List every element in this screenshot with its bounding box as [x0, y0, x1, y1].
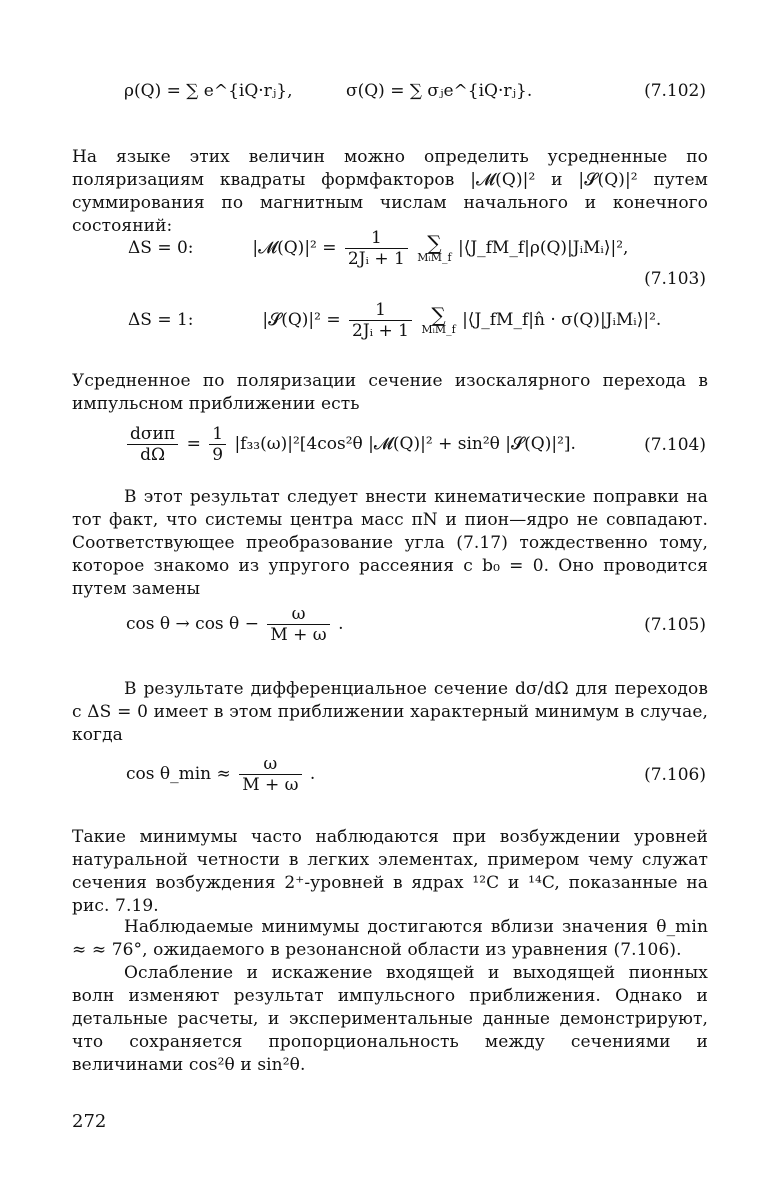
equation-7-103-line1 — [128, 228, 628, 269]
fraction-1-over-2ji-2: $\frac{1}{\text{2Jᵢ + 1}}$ — [349, 300, 412, 341]
m-formfactor-rhs: |⟨J_fM_f|ρ(Q)|JᵢMᵢ⟩|², — [457, 238, 629, 258]
equation-7-106: cos θ_min ≈ $\frac{\omega}{M + \omega}$ . — [126, 754, 316, 795]
paragraph-minima-observed: Такие минимумы часто наблюдаются при возбуждении уровней натуральной четности в легких элементах, примером чему служат сечения возбуждения 2⁺-уровней в ядрах ¹²C и ¹⁴C, показанные на рис. 7.19. — [72, 827, 708, 916]
equation-7-104-rhs: |f₃₃(ω)|²[4cos²θ |𝓜(Q)|² + sin²θ |𝓢(Q)|²]. — [234, 434, 576, 454]
fraction-omega-over-m-omega: $\frac{\omega}{M + \omega}$ — [267, 604, 329, 645]
equation-number-7-102: (7.102) — [644, 81, 706, 101]
equation-number-7-105: (7.105) — [644, 615, 706, 635]
fraction-1-over-2ji: $\frac{1}{\text{2Jᵢ + 1}}$ — [345, 228, 408, 269]
paragraph-isoscalar: Усредненное по поляризации сечение изоскалярного перехода в импульсном приближении есть — [72, 371, 708, 414]
paragraph-differential-cross-section: В результате дифференциальное сечение dσ/dΩ для переходов с ΔS = 0 имеет в этом приближении характерный минимум в случае, когда — [72, 679, 708, 745]
equation-7-102-rho: ρ(Q) = ∑ e^{iQ·rⱼ}, — [124, 81, 293, 101]
paragraph-kinematic-corrections: В этот результат следует внести кинематические поправки на тот факт, что системы центра масс πN и пион—ядро не совпадают. Соответствующее преобразование угла (7.17) тождественно тому, которое знакомо из упругого рассеяния с b₀ = 0. Оно проводится путем замены — [72, 487, 708, 599]
delta-s-0-label: ΔS = 0: — [128, 238, 194, 258]
equation-number-7-103: (7.103) — [644, 269, 706, 289]
equation-number-7-104: (7.104) — [644, 435, 706, 455]
sum-over-m-2: ∑ MᵢM_f — [421, 303, 456, 336]
fraction-1-over-9: $\frac{1}{9}$ — [209, 424, 226, 465]
equation-7-103-line2 — [128, 300, 661, 341]
sum-over-m: ∑ MᵢM_f — [417, 231, 452, 264]
fraction-dsigma-domega: $\frac{\text{dσип}}{d\Omega}$ — [127, 424, 178, 465]
equation-7-102-sigma: σ(Q) = ∑ σⱼe^{iQ·rⱼ}. — [346, 81, 533, 101]
paragraph-theta-min: Наблюдаемые минимумы достигаются вблизи значения θ_min ≈ ≈ 76°, ожидаемого в резонансной области из уравнения (7.106). — [72, 917, 708, 960]
equation-number-7-106: (7.106) — [644, 765, 706, 785]
fraction-omega-over-m-omega-2: $\frac{\omega}{M + \omega}$ — [239, 754, 301, 795]
s-formfactor-rhs: |⟨J_fM_f|n̂ · σ(Q)|JᵢMᵢ⟩|². — [462, 310, 662, 330]
equation-7-105: cos θ → cos θ − $\frac{\omega}{M + \omega}$ . — [126, 604, 344, 645]
m-formfactor-lhs: |𝓜(Q)|² = — [252, 238, 337, 258]
equation-7-104: $\frac{\text{dσип}}{d\Omega}$ = $\frac{1}{9}$ |f₃₃(ω)|²[4cos²θ |𝓜(Q)|² + sin²θ |𝓢(Q)|²]. — [124, 424, 576, 465]
page-number: 272 — [72, 1111, 107, 1132]
s-formfactor-lhs: |𝓢(Q)|² = — [262, 310, 341, 330]
delta-s-1-label: ΔS = 1: — [128, 310, 194, 330]
paragraph-distortion: Ослабление и искажение входящей и выходящей пионных волн изменяют результат импульсного приближения. Однако и детальные расчеты, и экспериментальные данные демонстрируют, что сохраняется пропорциональность между сечениями и величинами cos²θ и sin²θ. — [72, 963, 708, 1075]
paragraph-formfactors: На языке этих величин можно определить усредненные по поляризациям квадраты формфакторов |𝓜(Q)|² и |𝓢(Q)|² путем суммирования по магнитным числам начального и конечного состояний: — [72, 147, 708, 236]
